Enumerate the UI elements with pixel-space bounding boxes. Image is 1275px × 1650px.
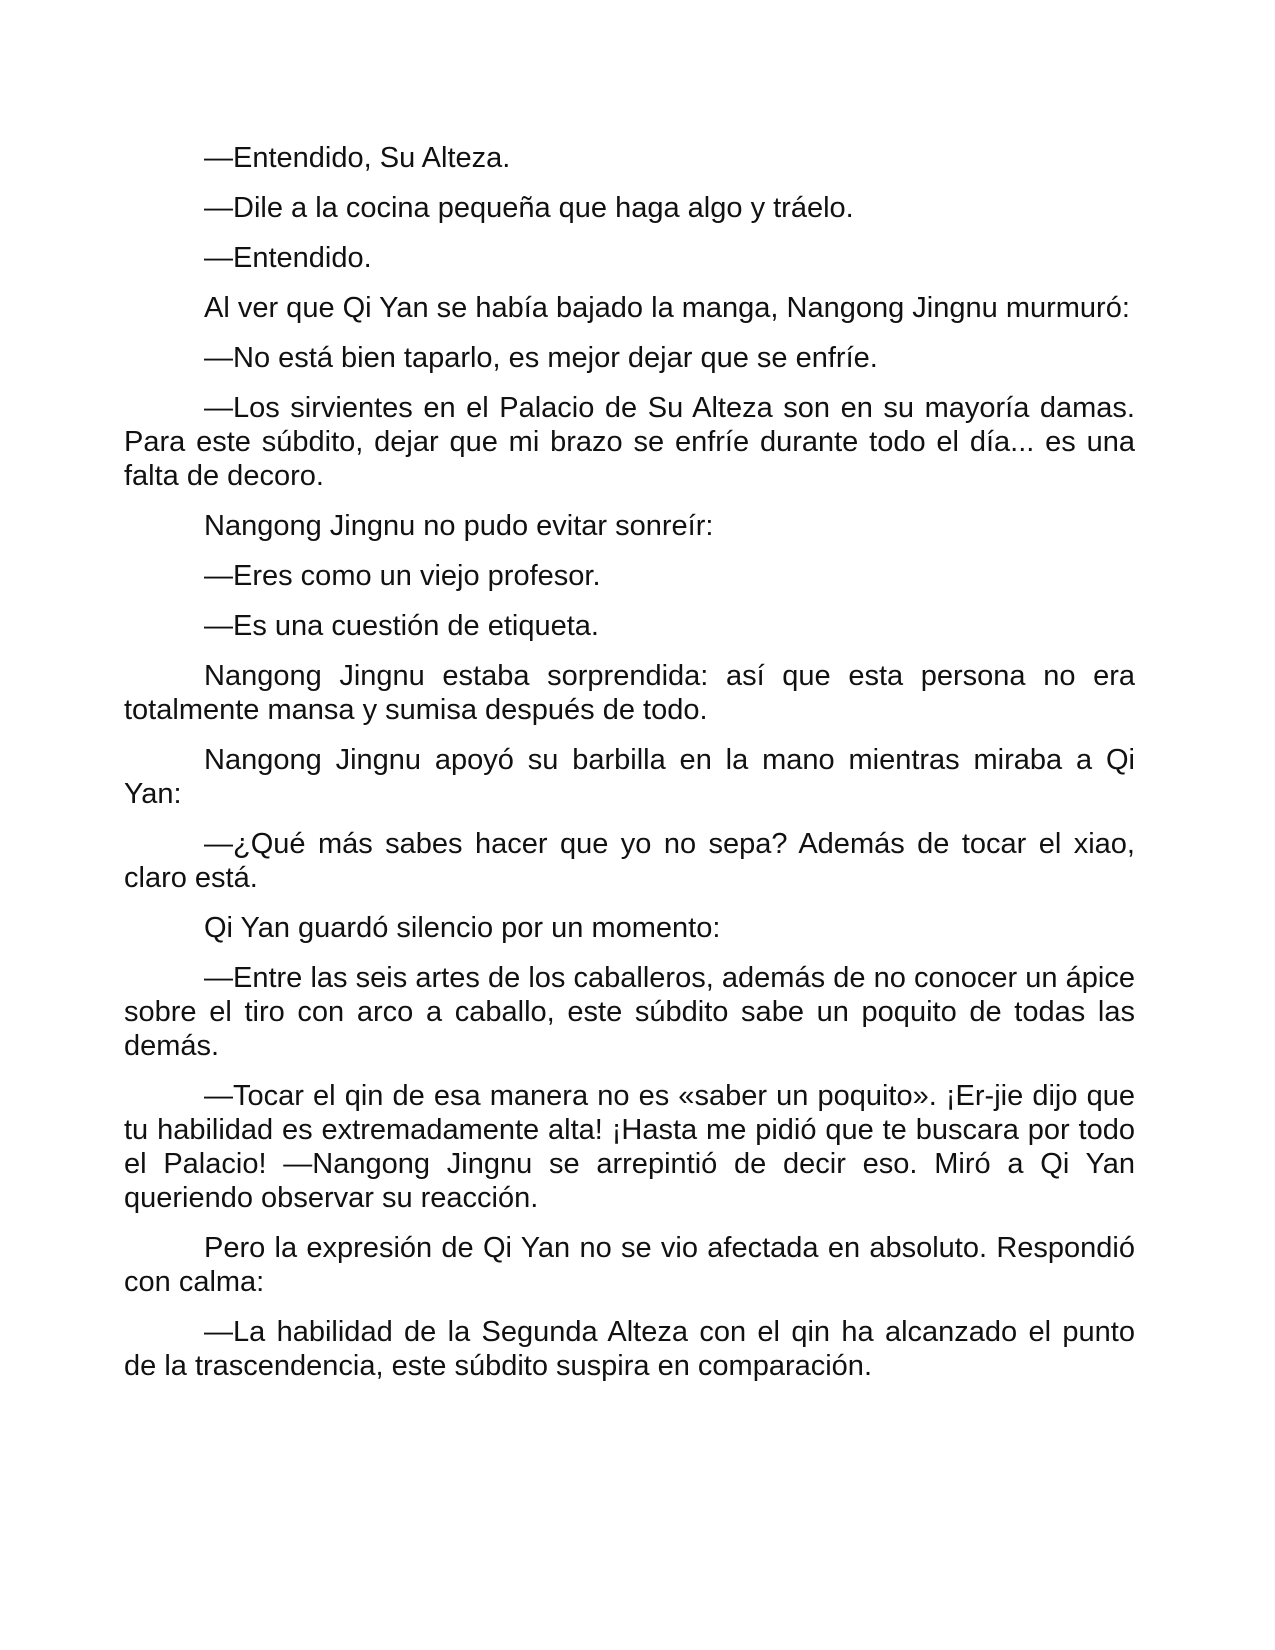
paragraph: Nangong Jingnu estaba sorprendida: así que esta persona no era totalmente mansa y sumisa después de todo. bbox=[124, 660, 1135, 726]
paragraph: —No está bien taparlo, es mejor dejar que se enfríe. bbox=[204, 342, 878, 374]
paragraph: Nangong Jingnu apoyó su barbilla en la mano mientras miraba a Qi Yan: bbox=[124, 744, 1135, 810]
paragraph: —Los sirvientes en el Palacio de Su Alteza son en su mayoría damas. Para este súbdito, dejar que mi brazo se enfríe durante todo el día... es una falta de decoro. bbox=[124, 392, 1135, 492]
paragraph: —Entendido. bbox=[204, 242, 372, 274]
paragraph: —Entendido, Su Alteza. bbox=[204, 142, 511, 174]
paragraph: Al ver que Qi Yan se había bajado la manga, Nangong Jingnu murmuró: bbox=[204, 292, 1130, 324]
paragraph: —La habilidad de la Segunda Alteza con el qin ha alcanzado el punto de la trascendencia, este súbdito suspira en comparación. bbox=[124, 1316, 1135, 1382]
paragraph: —Es una cuestión de etiqueta. bbox=[204, 610, 599, 642]
document-page bbox=[124, 141, 1135, 1399]
paragraph: Qi Yan guardó silencio por un momento: bbox=[204, 912, 721, 944]
paragraph: Pero la expresión de Qi Yan no se vio afectada en absoluto. Respondió con calma: bbox=[124, 1232, 1135, 1298]
paragraph: —Entre las seis artes de los caballeros, además de no conocer un ápice sobre el tiro con arco a caballo, este súbdito sabe un poquito de todas las demás. bbox=[124, 962, 1135, 1062]
paragraph: —¿Qué más sabes hacer que yo no sepa? Además de tocar el xiao, claro está. bbox=[124, 828, 1135, 894]
paragraph: Nangong Jingnu no pudo evitar sonreír: bbox=[204, 510, 714, 542]
paragraph: —Dile a la cocina pequeña que haga algo y tráelo. bbox=[204, 192, 854, 224]
paragraph: —Eres como un viejo profesor. bbox=[204, 560, 601, 592]
paragraph: —Tocar el qin de esa manera no es «saber un poquito». ¡Er-jie dijo que tu habilidad es extremadamente alta! ¡Hasta me pidió que te buscara por todo el Palacio! —Nangong Jingnu se arrepintió de decir eso. Miró a Qi Yan queriendo observar su reacción. bbox=[124, 1080, 1135, 1214]
